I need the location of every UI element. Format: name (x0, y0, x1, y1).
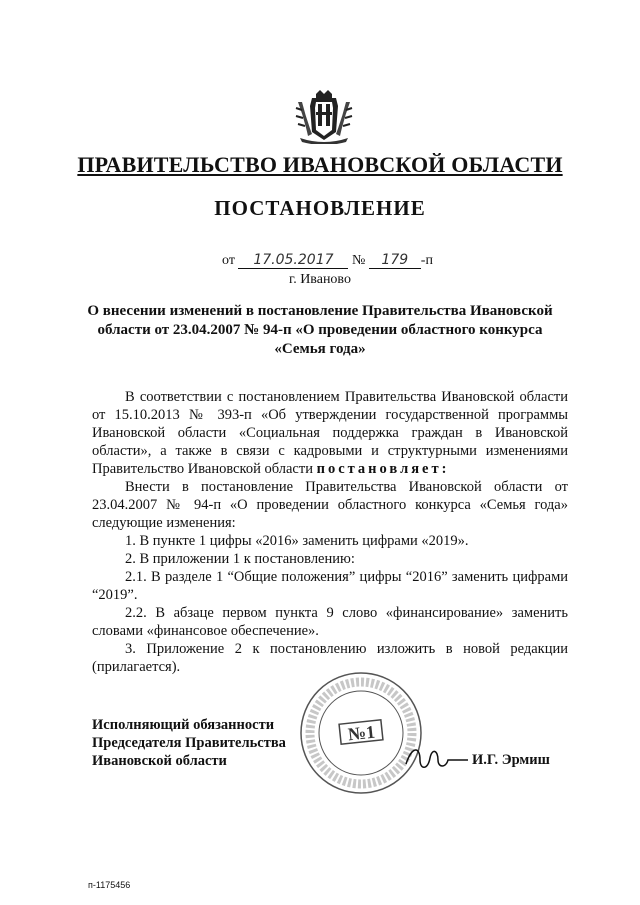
stamp-number: №1 (346, 721, 377, 745)
government-title: ПРАВИТЕЛЬСТВО ИВАНОВСКОЙ ОБЛАСТИ (77, 152, 563, 177)
signer-position-line: Председателя Правительства (92, 735, 286, 751)
paragraph (92, 388, 568, 478)
coat-of-arms-icon (292, 88, 356, 144)
number-sign: № (351, 253, 366, 268)
signer-position-line: Ивановской области (92, 753, 227, 769)
signer-position-line: Исполняющий обязанности (92, 717, 275, 733)
date-number-line (222, 252, 433, 269)
footer-code: п-1175456 (88, 880, 131, 890)
document-type: ПОСТАНОВЛЕНИЕ (214, 196, 426, 220)
paragraph: 2.1. В разделе 1 “Общие положения” цифры “2016” заменить цифрами “2019”. (92, 569, 568, 603)
document-body (92, 388, 568, 676)
paragraph: 3. Приложение 2 к постановлению изложить в новой редакции (прилагается). (92, 641, 568, 675)
document-title: О внесении изменений в постановление Правительства Ивановской области от 23.04.2007 № 94-п «О проведении областного конкурса «Семья года» (87, 303, 553, 357)
city: г. Иваново (289, 272, 351, 287)
decree-keyword: постановляет: (316, 461, 450, 477)
signer-position (92, 716, 322, 770)
paragraph: Внести в постановление Правительства Ивановской области от 23.04.2007 № 94-п «О проведении областного конкурса «Семья года» следующие изменения: (92, 479, 568, 531)
paragraph: 2.2. В абзаце первом пункта 9 слово «финансирование» заменить словами «финансовое обеспечение». (92, 605, 568, 639)
document-date: 17.05.2017 (238, 252, 348, 269)
paragraph: 1. В пункте 1 цифры «2016» заменить цифрами «2019». (125, 533, 469, 549)
date-prefix: от (222, 253, 235, 268)
handwritten-signature (402, 738, 472, 778)
number-suffix: -п (420, 253, 433, 268)
signer-name: И.Г. Эрмиш (472, 752, 550, 768)
paragraph-text: В соответствии с постановлением Правительства Ивановской области от 15.10.2013 № 393-п «Об утверждении государственной программы Ивановской области «Социальная поддержка граждан в Ивановской области», а также в связи с кадровыми и структурными изменениями Правительство Ивановской области (92, 389, 568, 477)
document-number: 179 (369, 252, 421, 269)
paragraph: 2. В приложении 1 к постановлению: (125, 551, 355, 567)
